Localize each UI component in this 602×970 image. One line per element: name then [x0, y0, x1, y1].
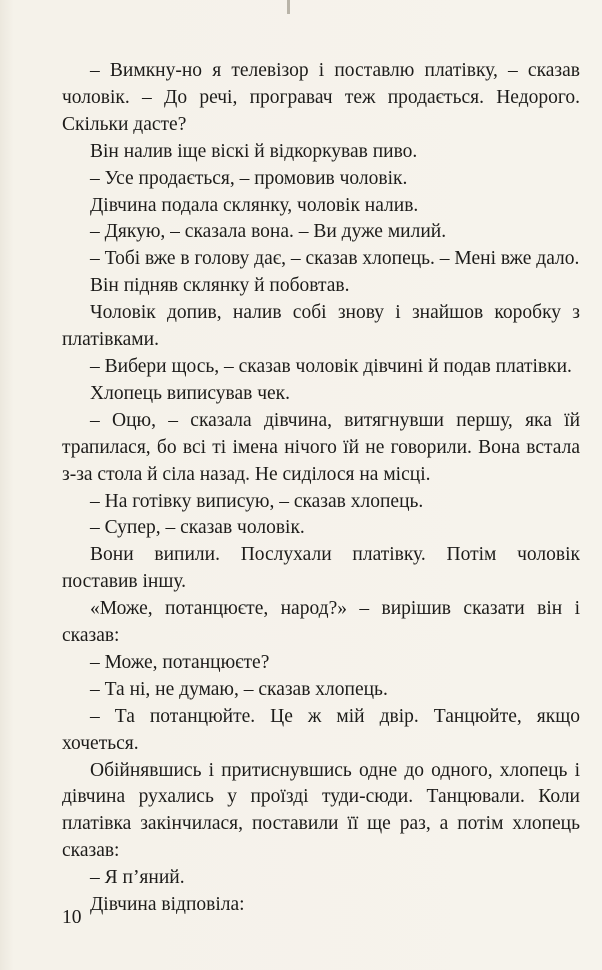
paragraph: Обійнявшись і притиснувшись одне до одного, хлопець і дівчина рухались у проїзді туди-сюди. Танцювали. Коли платівка закінчилася, поставили її ще раз, а потім хлопець сказав: — [62, 759, 580, 862]
paragraph: – Може, потанцюєте? — [90, 651, 270, 673]
paragraph: – Оцю, – сказала дівчина, витягнувши першу, яка їй трапилася, бо всі ті імена нічого їй не говорили. Вона встала з-за стола й сіла назад. Не сиділося на місці. — [62, 409, 580, 485]
paragraph: – Я п’яний. — [90, 867, 185, 889]
paragraph: – Дякую, – сказала вона. – Ви дуже милий. — [90, 221, 447, 243]
paragraph: – Та ні, не думаю, – сказав хлопець. — [90, 678, 388, 700]
paragraph: Хлопець виписував чек. — [90, 382, 291, 404]
paragraph: Він налив іще віскі й відкоркував пиво. — [90, 140, 418, 162]
paragraph: – Супер, – сказав чоловік. — [90, 517, 305, 539]
paragraph: – Усе продається, – промовив чоловік. — [90, 167, 408, 189]
paragraph: – На готівку виписую, – сказав хлопець. — [90, 490, 424, 512]
paragraph: – Вибери щось, – сказав чоловік дівчині й подав платівки. — [90, 355, 572, 377]
paragraph: – Тобі вже в голову дає, – сказав хлопець. – Мені вже дало. — [90, 248, 580, 270]
paragraph: Чоловік допив, налив собі знову і знайшов коробку з платівками. — [62, 302, 580, 351]
paragraph: – Вимкну-но я телевізор і поставлю платівку, – сказав чоловік. – До речі, програвач теж продається. Недорого. Скільки дасте? — [62, 60, 580, 135]
page-edge-mark — [287, 0, 290, 14]
body-text — [62, 58, 580, 919]
paragraph: Вони випили. Послухали платівку. Потім чоловік поставив іншу. — [62, 544, 580, 593]
page-number: 10 — [62, 907, 82, 928]
paragraph: Дівчина подала склянку, чоловік налив. — [90, 194, 419, 216]
paragraph: – Та потанцюйте. Це ж мій двір. Танцюйте, якщо хочеться. — [62, 705, 580, 754]
paragraph: Дівчина відповіла: — [90, 894, 245, 916]
paragraph: Він підняв склянку й побовтав. — [90, 275, 350, 297]
paragraph: «Може, потанцюєте, народ?» – вирішив сказати він і сказав: — [62, 598, 580, 647]
